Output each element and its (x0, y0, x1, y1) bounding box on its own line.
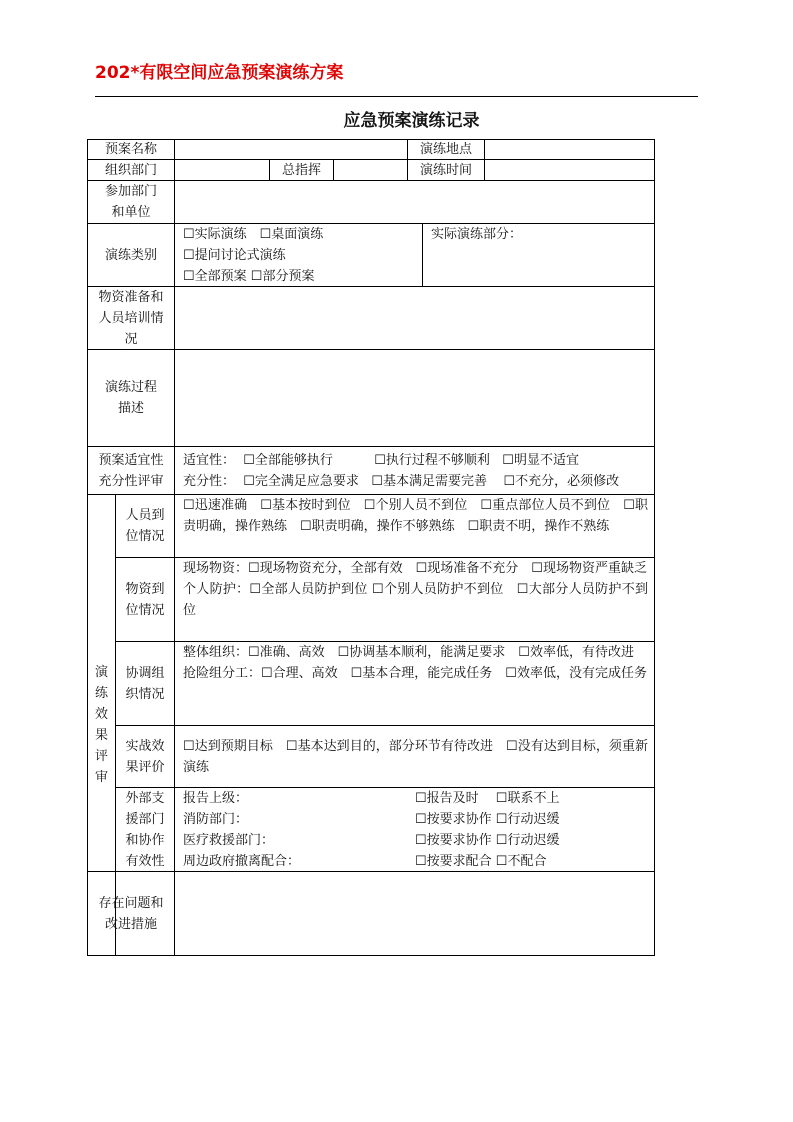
protection-text: 个人防护：☐全部人员防护到位 ☐个别人员防护不到位 ☐大部分人员防护不到位 (183, 582, 648, 618)
external-line (183, 809, 648, 830)
external-line (183, 788, 648, 809)
commander-field[interactable] (333, 159, 408, 181)
issues-label: 存在问题和改进措施 (87, 871, 175, 956)
external-options (174, 787, 655, 872)
supplies-label: 物资到位情况 (115, 557, 175, 642)
coordination-options[interactable] (174, 641, 655, 726)
coordination-label: 协调组织情况 (115, 641, 175, 726)
rescue-division-text: 抢险组分工：☐合理、高效 ☐基本合理，能完成任务 ☐效率低，没有完成任务 (183, 666, 647, 681)
category-option-line[interactable]: ☐实际演练 ☐桌面演练 (183, 227, 324, 242)
combat-text: ☐达到预期目标 ☐基本达到目的，部分环节有待改进 ☐没有达到目标，须重新演练 (183, 739, 648, 775)
participants-label: 参加部门和单位 (87, 180, 175, 224)
location-field[interactable] (484, 139, 655, 160)
external-label: 外部支援部门和协作有效性 (115, 787, 175, 872)
external-line-label: 报告上级： (183, 791, 249, 806)
external-line-label: 周边政府撤离配合： (183, 854, 301, 869)
personnel-options[interactable] (174, 494, 655, 558)
supplies-options[interactable] (174, 557, 655, 642)
header-rule (95, 96, 698, 97)
document-title: 202*有限空间应急预案演练方案 (95, 63, 344, 83)
commander-label: 总指挥 (269, 159, 334, 181)
combat-options[interactable] (174, 725, 655, 788)
effect-label: 演练效果评审 (87, 494, 116, 956)
sufficiency-line[interactable]: 充分性： ☐完全满足应急要求 ☐基本满足需要完善 ☐不充分，必须修改 (183, 474, 620, 489)
category-label: 演练类别 (87, 223, 175, 287)
category-option-line[interactable]: ☐全部预案 ☐部分预案 (183, 269, 315, 284)
external-line-label: 医疗救援部门： (183, 833, 275, 848)
issues-field[interactable] (174, 871, 655, 956)
process-label: 演练过程描述 (87, 349, 175, 447)
overall-org-text: 整体组织：☐准确、高效 ☐协调基本顺利，能满足要求 ☐效率低，有待改进 (183, 645, 634, 660)
time-field[interactable] (484, 159, 655, 181)
personnel-label: 人员到位情况 (115, 494, 175, 558)
combat-label: 实战效果评价 (115, 725, 175, 788)
actual-part-label: 实际演练部分： (431, 227, 523, 242)
personnel-text: ☐迅速准确 ☐基本按时到位 ☐个别人员不到位 ☐重点部位人员不到位 ☐职责明确，操作熟练 ☐职责明确，操作不够熟练 ☐职责不明，操作不熟练 (183, 498, 648, 534)
participants-field[interactable] (174, 180, 655, 224)
external-line-options[interactable]: ☐按要求协作 ☐行动迟缓 (415, 833, 560, 848)
org-dept-label: 组织部门 (87, 159, 175, 181)
external-line-options[interactable]: ☐报告及时 ☐联系不上 (415, 791, 560, 806)
external-line-label: 消防部门： (183, 812, 249, 827)
plan-name-field[interactable] (174, 139, 408, 160)
actual-part-cell[interactable] (422, 223, 655, 287)
review-options (174, 446, 655, 495)
time-label: 演练时间 (407, 159, 485, 181)
category-options (174, 223, 423, 287)
external-line-options[interactable]: ☐按要求配合 ☐不配合 (415, 854, 547, 869)
plan-name-label: 预案名称 (87, 139, 175, 160)
form-heading: 应急预案演练记录 (343, 111, 480, 131)
external-line (183, 830, 648, 851)
materials-field[interactable] (174, 286, 655, 350)
suitability-line[interactable]: 适宜性： ☐全部能够执行 ☐执行过程不够顺利 ☐明显不适宜 (183, 453, 579, 468)
materials-label: 物资准备和人员培训情况 (87, 286, 175, 350)
external-line (183, 851, 648, 872)
review-label: 预案适宜性充分性评审 (87, 446, 175, 495)
onsite-supplies-text: 现场物资：☐现场物资充分，全部有效 ☐现场准备不充分 ☐现场物资严重缺乏 (183, 561, 647, 576)
org-dept-field[interactable] (174, 159, 270, 181)
process-field[interactable] (174, 349, 655, 447)
location-label: 演练地点 (407, 139, 485, 160)
category-option-line[interactable]: ☐提问讨论式演练 (183, 248, 286, 263)
external-line-options[interactable]: ☐按要求协作 ☐行动迟缓 (415, 812, 560, 827)
